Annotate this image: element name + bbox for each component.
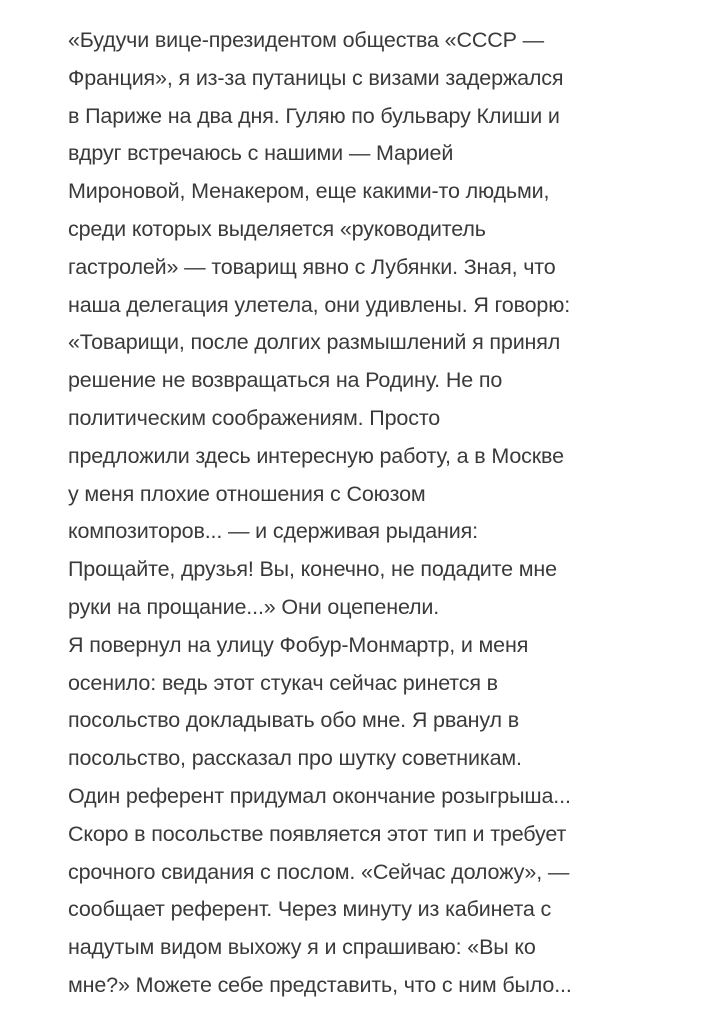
text-line: наша делегация улетела, они удивлены. Я говорю:	[68, 292, 571, 317]
article-text	[68, 22, 688, 1005]
text-line: сообщает референт. Через минуту из кабинета с	[68, 897, 552, 922]
text-line: Мироновой, Менакером, еще какими-то людьми,	[68, 179, 550, 204]
text-line: у меня плохие отношения с Союзом	[68, 481, 426, 506]
text-line: срочного свидания с послом. «Сейчас доложу», —	[68, 859, 570, 884]
text-line: «Товарищи, после долгих размышлений я принял	[68, 330, 561, 355]
text-line: Прощайте, друзья! Вы, конечно, не подадите мне	[68, 557, 557, 582]
text-line: Франция», я из-за путаницы с визами задержался	[68, 65, 564, 90]
text-line: предложили здесь интересную работу, а в Москве	[68, 443, 564, 468]
text-line: композиторов... — и сдерживая рыдания:	[68, 519, 478, 544]
text-line: Один референт придумал окончание розыгрыша...	[68, 783, 571, 808]
text-line: среди которых выделяется «руководитель	[68, 216, 486, 241]
text-line: решение не возвращаться на Родину. Не по	[68, 368, 503, 393]
text-line: Я повернул на улицу Фобур-Монмартр, и меня	[68, 632, 529, 657]
text-line: осенило: ведь этот стукач сейчас ринется в	[68, 670, 498, 695]
text-line: посольство, рассказал про шутку советникам.	[68, 746, 522, 771]
text-line: в Париже на два дня. Гуляю по бульвару Клиши и	[68, 103, 560, 128]
text-line: надутым видом выхожу я и спрашиваю: «Вы ко	[68, 935, 536, 960]
text-line: «Будучи вице-президентом общества «СССР —	[68, 28, 544, 52]
text-line: руки на прощание...» Они оцепенели.	[68, 594, 440, 619]
text-line: Скоро в посольстве появляется этот тип и требует	[68, 821, 567, 846]
text-line: политическим соображениям. Просто	[68, 405, 441, 430]
text-line: посольство докладывать обо мне. Я рванул в	[68, 708, 520, 733]
text-line: мне?» Можете себе представить, что с ним было...	[68, 972, 572, 997]
text-line: гастролей» — товарищ явно с Лубянки. Зная, что	[68, 254, 556, 279]
text-line: вдруг встречаюсь с нашими — Марией	[68, 141, 454, 166]
